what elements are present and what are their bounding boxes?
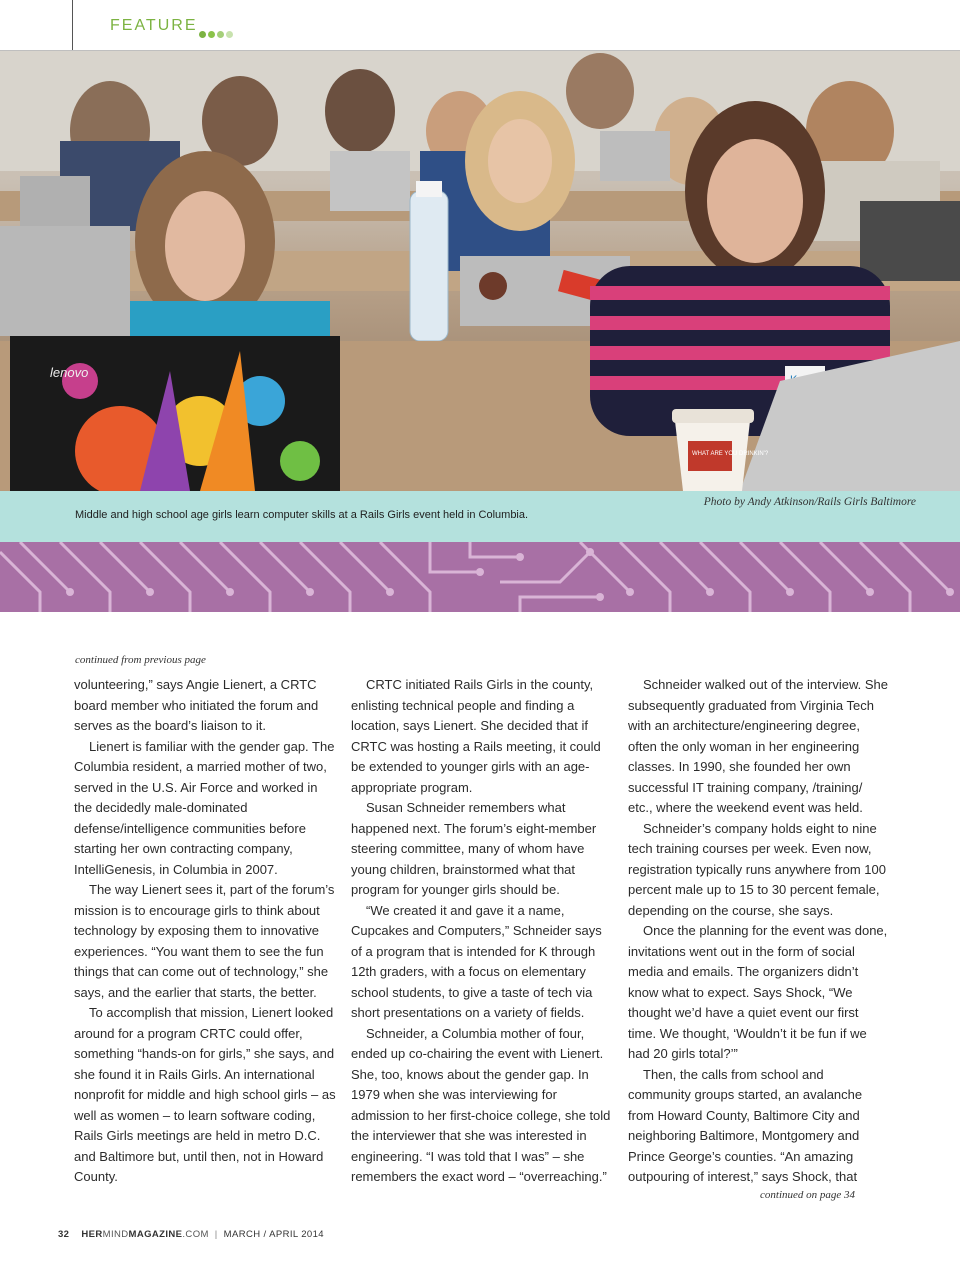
footer-separator: | [214, 1229, 218, 1240]
issue-date: MARCH / APRIL 2014 [223, 1229, 324, 1240]
photo-credit: Photo by Andy Atkinson/Rails Girls Baltimore [703, 496, 916, 508]
paragraph: Schneider walked out of the interview. She subsequently graduated from Virginia Tech with an architecture/engineering degree, often the only woman in her engineering classes. In 1990, she founded her own successful IT training company, /training/ etc., where the weekend event was held. [628, 677, 888, 815]
classroom-illustration [0, 51, 960, 491]
continued-on-note: continued on page 34 [760, 1189, 856, 1201]
brand-part: .COM [182, 1229, 209, 1240]
article-column-1 [74, 675, 336, 1188]
section-dots [199, 25, 235, 43]
brand-part: MIND [102, 1229, 129, 1240]
feature-photo [0, 51, 960, 491]
circuit-pattern-band [0, 542, 960, 612]
photo-caption: Middle and high school age girls learn computer skills at a Rails Girls event held in Columbia. [75, 509, 529, 521]
continued-from-note: continued from previous page [75, 654, 206, 666]
laptop-brand-label: lenovo [50, 365, 89, 380]
paragraph: “We created it and gave it a name, Cupcakes and Computers,” Schneider says of a program that is intended for K through 12th graders, with a focus on elementary school students, to give a taste of tech via short presentations on a variety of fields. [351, 902, 602, 1020]
paragraph: CRTC initiated Rails Girls in the county, enlisting technical people and finding a location, says Lienert. She decided that if CRTC was hosting a Rails meeting, it could be extended to younger girls with an age-appropriate program. [351, 677, 601, 795]
cup-label: WHAT ARE YOU DRINKIN'? [692, 451, 769, 457]
brand-part: HER [81, 1229, 103, 1240]
paragraph: Schneider, a Columbia mother of four, ended up co-chairing the event with Lienert. She, too, knows about the gender gap. In 1979 when she was interviewing for admission to her first-choice college, she told the interviewer that she was interested in engineering. “I was told that I was” – she remembers the exact word – “overreaching.” [351, 1025, 611, 1184]
paragraph: Susan Schneider remembers what happened next. The forum’s eight-member steering committee, many of whom have young children, brainstormed what that program for younger girls should be. [351, 800, 597, 897]
brand-part: MAGAZINE [128, 1229, 183, 1240]
article-column-3 [628, 675, 890, 1188]
dot-icon [208, 31, 215, 38]
article-column-2 [351, 675, 613, 1188]
paragraph: Once the planning for the event was done, invitations went out in the form of social media and emails. The organizers didn’t know what to expect. Says Shock, “We thought we’d have a quiet event our first time. We thought, ‘Wouldn’t it be fun if we had 20 girls total?’” [628, 923, 888, 1061]
header-divider [72, 0, 73, 50]
paragraph: Schneider’s company holds eight to nine tech training courses per week. Even now, registration typically runs anywhere from 100 percent male up to 15 to 30 percent female, depending on the course, she says. [628, 820, 886, 918]
page-header [0, 0, 960, 51]
dot-icon [217, 31, 224, 38]
paragraph: To accomplish that mission, Lienert looked around for a program CRTC could offer, something “hands-on for girls,” she says, and she found it in Rails Girls. An international nonprofit for middle and high school girls – as well as women – to learn software coding, Rails Girls meetings are held in metro D.C. and Baltimore but, until then, not in Howard County. [74, 1005, 336, 1184]
paragraph: Lienert is familiar with the gender gap. The Columbia resident, a married mother of two, served in the U.S. Air Force and worked in the decidedly male-dominated defense/intelligence communities before starting her own contracting company, IntelliGenesis, in Columbia in 2007. [74, 738, 335, 877]
paragraph: volunteering,” says Angie Lienert, a CRTC board member who initiated the forum and serves as the board’s liaison to it. [74, 677, 319, 733]
dot-icon [226, 31, 233, 38]
page-number: 32 [58, 1229, 70, 1240]
section-label: FEATURE [110, 17, 198, 34]
dot-icon [199, 31, 206, 38]
paragraph: Then, the calls from school and community groups started, an avalanche from Howard County, Baltimore City and neighboring Baltimore, Montgomery and Prince George’s counties. “An amazing outpouring of interest,” says Shock, that [628, 1066, 863, 1184]
circuit-pattern-icon [0, 542, 960, 612]
paragraph: The way Lienert sees it, part of the forum’s mission is to encourage girls to think about technology by exposing them to innovative experiences. “You want them to see the fun things that can come out of technology,” she says, and the earlier that starts, the better. [74, 882, 335, 1000]
caption-bar [0, 491, 960, 542]
page-footer [58, 1229, 324, 1240]
